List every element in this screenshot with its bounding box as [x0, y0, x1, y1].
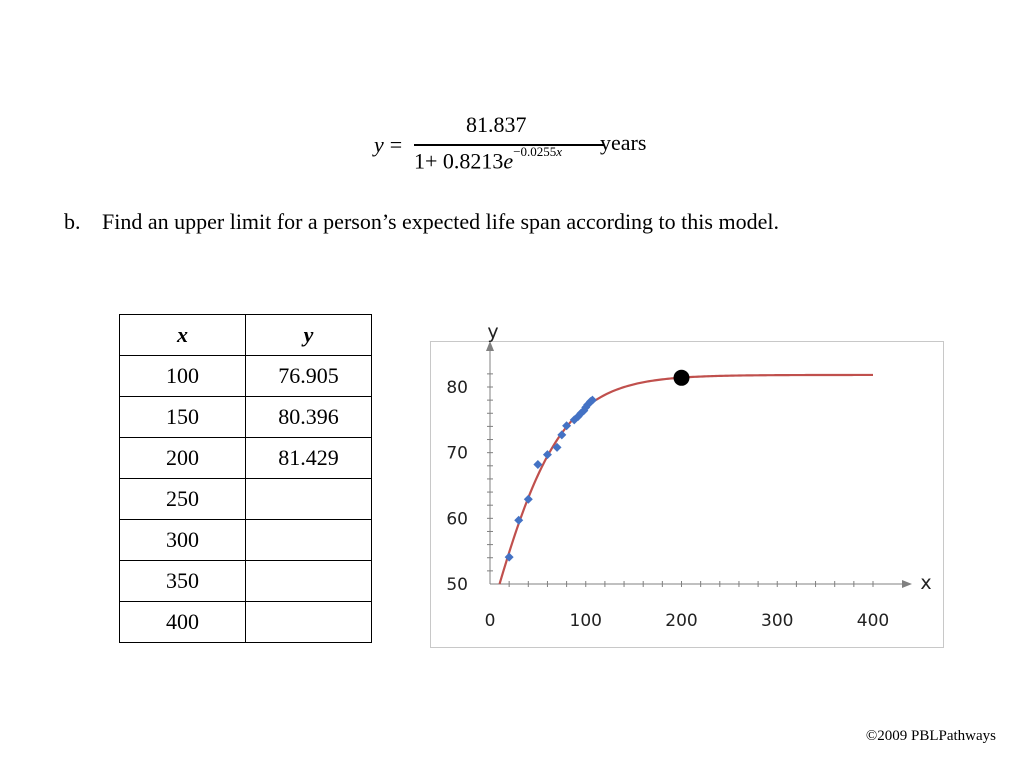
formula-lhs: y	[374, 132, 384, 157]
highlight-point	[674, 370, 690, 386]
table-cell-x: 350	[120, 561, 246, 602]
table-cell-x: 400	[120, 602, 246, 643]
table-cell-y: 81.429	[246, 438, 372, 479]
table-cell-y: 80.396	[246, 397, 372, 438]
x-tick-label: 400	[856, 611, 890, 631]
y-tick-label: 70	[446, 443, 468, 464]
table-header-x: x	[120, 315, 246, 356]
table-cell-x: 100	[120, 356, 246, 397]
copyright: ©2009 PBLPathways	[865, 728, 996, 744]
denominator-lead: 1+ 0.8213	[414, 148, 504, 174]
question-text: Find an upper limit for a person’s expected life span according to this model.	[102, 209, 779, 234]
x-tick-label: 0	[484, 611, 496, 631]
question-letter: b.	[64, 209, 81, 234]
exponent-var: x	[556, 144, 563, 159]
table-cell-x: 300	[120, 520, 246, 561]
y-tick-label: 60	[446, 509, 468, 530]
model-curve-group	[500, 375, 873, 584]
model-curve	[500, 375, 873, 584]
y-tick-label: 80	[446, 378, 468, 398]
x-tick-label: 100	[569, 611, 602, 631]
table-cell-y: 76.905	[246, 356, 372, 397]
formula-numerator: 81.837	[466, 112, 527, 137]
denominator-e: e	[503, 148, 514, 174]
y-tick-label: 50	[446, 575, 468, 595]
formula-unit: years	[600, 130, 647, 155]
y-axis-label: y	[487, 321, 499, 343]
table-header-y: y	[246, 315, 372, 356]
table-cell-x: 250	[120, 479, 246, 520]
x-axis-arrow	[902, 580, 912, 588]
formula-equals: =	[389, 132, 403, 157]
x-tick-label: 200	[665, 611, 698, 631]
chart-axes	[486, 341, 912, 588]
x-axis-label: x	[920, 572, 932, 594]
table-cell-x: 150	[120, 397, 246, 438]
data-point	[524, 495, 533, 504]
exponent-value: −0.0255	[513, 144, 557, 159]
table-cell-x: 200	[120, 438, 246, 479]
x-tick-label: 300	[761, 611, 794, 631]
